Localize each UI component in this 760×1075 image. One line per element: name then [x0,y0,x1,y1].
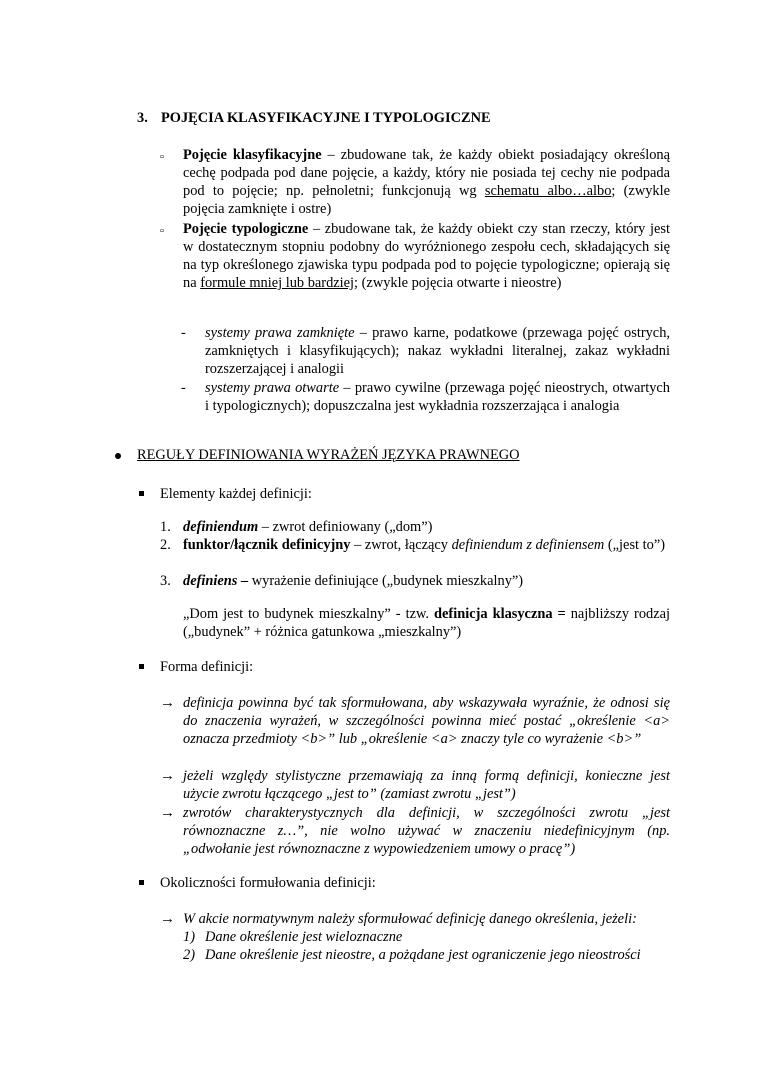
section-title: POJĘCIA KLASYFIKACYJNE I TYPOLOGICZNE [161,110,491,126]
form-point: definicja powinna być tak sformułowana, aby wskazywała wyraźnie, że odnosi się do znaczenia wyrażeń, w szczególności powinna mieć postać „określenie <a> oznacza przedmioty <b>” lub „określenie <a> znaczy tyle co wyrażenie <b>” [183,695,670,747]
bullet-icon [115,453,121,459]
list-number: 3. [160,573,171,589]
element-item [183,518,670,536]
element-text-end: („jest to”) [604,537,666,553]
system-text: – prawo cywilne (przewaga pojęć nieostrych, otwartych i typologicznych); dopuszczalna jest wykładnia rozszerzająca i analogia [205,380,670,414]
element-term: funktor/łącznik definicyjny [183,537,351,553]
form-point: zwrotów charakterystycznych dla definicji, w szczególności zwrotu „jest równoznaczne z…”, nie wolno używać w znaczeniu niedefinicyjnym (np. „odwołanie jest równoznaczne z wypowiedzeniem umowy o pracę”) [183,805,670,857]
element-italic: definiendum z definiensem [451,537,605,553]
element-text: – zwrot definiowany („dom”) [258,519,433,535]
element-item [183,572,670,590]
list-number: 1. [160,519,171,535]
classic-definition-example [183,605,670,641]
dash-marker: - [181,380,186,396]
concept-link: formule mniej lub bardziej [200,275,355,291]
arrow-right-icon: → [160,695,175,711]
hollow-bullet-icon: ▫ [160,151,164,163]
concept-text: – zbudowane tak, że każdy obiekt czy stan rzeczy, który jest w dostatecznym stopniu podobny do wyróżnionego zespołu cech, składających się na typ określonego zjawiska typu podpada pod to pojęcie typologiczne; opierają się na [183,221,670,291]
concept-text: – zbudowane tak, że każdy obiekt posiadający określoną cechę podpada pod dane pojęcie, a każdy, który nie posiada tej cechy nie podpada pod to pojęcie; np. pełnoletni; funkcjonują wg [183,147,670,199]
form-point: jeżeli względy stylistyczne przemawiają za inną formą definicji, konieczne jest użycie zwrotu łączącego „jest to” (zamiast zwrotu „jest”) [183,768,670,802]
circumstances-intro: W akcie normatywnym należy sformułować definicję danego określenia, jeżeli: [183,911,637,927]
concept-text-end: ; (zwykle pojęcia otwarte i nieostre) [354,275,562,291]
section-number: 3. [137,110,148,126]
square-bullet-icon [139,880,144,885]
circumstance-item: Dane określenie jest wieloznaczne [205,929,403,945]
rules-title: REGUŁY DEFINIOWANIA WYRAŻEŃ JĘZYKA PRAWNEGO [137,447,520,463]
system-term: systemy prawa zamknięte [205,325,355,341]
arrow-right-icon: → [160,911,175,927]
square-bullet-icon [139,491,144,496]
element-text: – zwrot, łączący [350,537,452,553]
element-term: definiens – [183,573,249,589]
concept-typological [183,220,670,292]
concept-link: schematu albo…albo [484,183,612,199]
form-heading: Forma definicji: [160,659,254,675]
system-open [205,379,670,415]
list-number: 2. [160,537,171,553]
concept-classificatory [183,146,670,218]
concept-term: Pojęcie klasyfikacyjne [183,147,322,163]
square-bullet-icon [139,664,144,669]
circumstance-item: Dane określenie jest nieostre, a pożądane jest ograniczenie jego nieostrości [205,947,641,963]
system-closed [205,324,670,378]
example-text-end: najbliższy rodzaj („budynek” + różnica gatunkowa „mieszkalny”) [183,606,671,640]
element-text: wyrażenie definiujące („budynek mieszkalny”) [248,573,524,589]
circumstance-number: 2) [183,947,195,963]
elements-heading: Elementy każdej definicji: [160,486,312,502]
concept-term: Pojęcie typologiczne [183,221,309,237]
arrow-right-icon: → [160,805,175,821]
system-text: – prawo karne, podatkowe (przewaga pojęć ostrych, zamkniętych i klasyfikujących); nakaz wykładni literalnej, zakaz wykładni rozszerzającej i analogii [205,325,670,377]
example-text: „Dom jest to budynek mieszkalny” - tzw. [183,606,435,622]
system-term: systemy prawa otwarte [205,380,340,396]
circumstances-heading: Okoliczności formułowania definicji: [160,875,376,891]
circumstance-number: 1) [183,929,195,945]
element-item [183,536,670,554]
hollow-bullet-icon: ▫ [160,225,164,237]
concept-text-end: ; (zwykle pojęcia zamknięte i ostre) [183,183,670,217]
arrow-right-icon: → [160,768,175,784]
element-term: definiendum [183,519,259,535]
dash-marker: - [181,325,186,341]
example-bold: definicja klasyczna = [434,606,566,622]
